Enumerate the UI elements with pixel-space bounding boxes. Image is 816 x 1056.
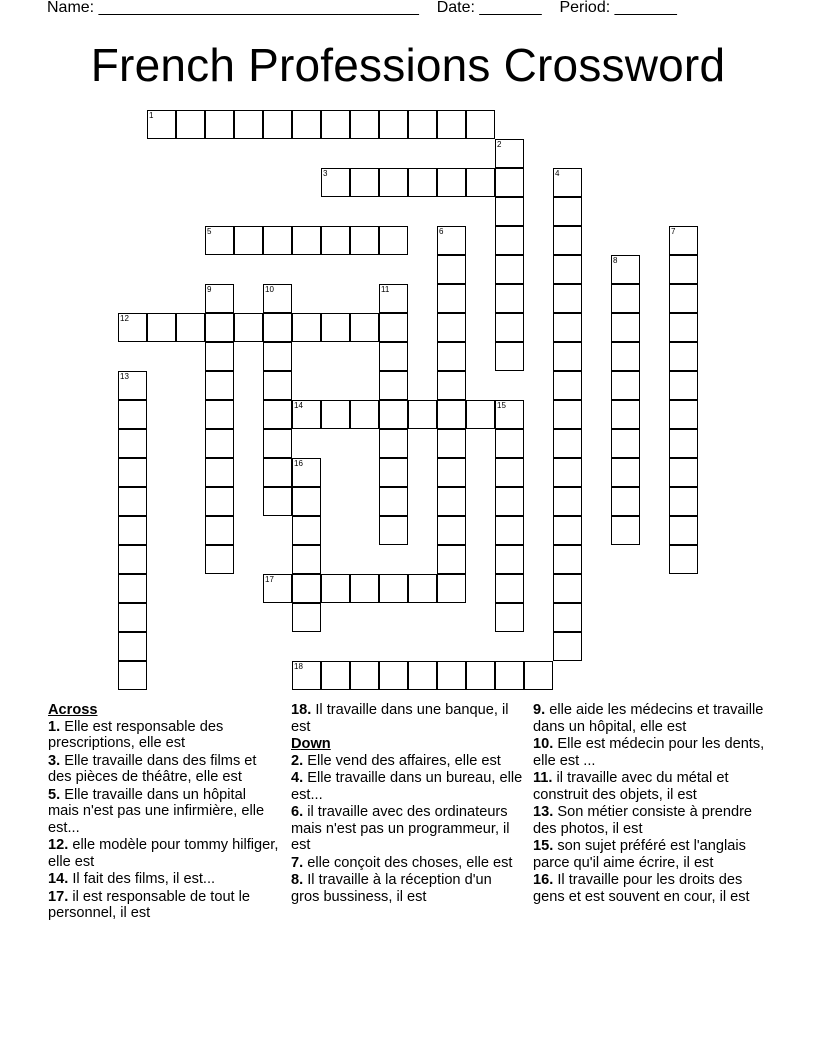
grid-cell[interactable] — [466, 110, 495, 139]
name-field-label: Name: ____________________________________ — [47, 0, 419, 16]
clue-number-18: 18 — [294, 662, 303, 671]
grid-cell[interactable] — [292, 603, 321, 632]
grid-cell[interactable] — [553, 313, 582, 342]
grid-cell[interactable] — [553, 516, 582, 545]
clues-column-3 — [533, 702, 765, 906]
grid-cell[interactable] — [205, 342, 234, 371]
grid-cell[interactable] — [379, 516, 408, 545]
grid-cell[interactable] — [553, 197, 582, 226]
grid-cell[interactable] — [611, 429, 640, 458]
grid-cell[interactable] — [669, 545, 698, 574]
clue-number-14: 14 — [294, 401, 303, 410]
grid-cell[interactable] — [669, 255, 698, 284]
date-field-label: Date: _______ — [436, 0, 542, 16]
clue-down-11: 11. il travaille avec du métal et construit des objets, il est — [533, 770, 729, 803]
grid-cell[interactable] — [263, 110, 292, 139]
clue-number-6: 6 — [439, 227, 444, 236]
grid-cell[interactable] — [553, 284, 582, 313]
grid-cell[interactable] — [321, 226, 350, 255]
grid-cell[interactable] — [408, 661, 437, 690]
grid-cell[interactable] — [321, 574, 350, 603]
grid-cell[interactable] — [495, 487, 524, 516]
grid-cell[interactable] — [437, 110, 466, 139]
clue-number-2: 2 — [497, 140, 502, 149]
grid-cell[interactable] — [292, 487, 321, 516]
grid-cell[interactable] — [611, 516, 640, 545]
grid-cell[interactable] — [611, 313, 640, 342]
grid-cell[interactable] — [118, 458, 147, 487]
grid-cell[interactable] — [553, 342, 582, 371]
grid-cell[interactable] — [379, 342, 408, 371]
clue-number-4: 4 — [555, 169, 560, 178]
clue-number-1: 1 — [149, 111, 154, 120]
grid-cell[interactable] — [350, 110, 379, 139]
grid-cell[interactable] — [118, 632, 147, 661]
clue-down-10: 10. Elle est médecin pour les dents, elle est ... — [533, 736, 765, 769]
grid-cell[interactable] — [669, 371, 698, 400]
grid-cell[interactable] — [553, 574, 582, 603]
grid-cell[interactable] — [379, 400, 408, 429]
grid-cell[interactable] — [118, 516, 147, 545]
grid-cell[interactable] — [350, 313, 379, 342]
grid-cell[interactable] — [553, 371, 582, 400]
clue-down-4: 4. Elle travaille dans un bureau, elle est... — [291, 770, 523, 803]
grid-cell[interactable] — [611, 458, 640, 487]
grid-cell[interactable] — [495, 545, 524, 574]
grid-cell[interactable] — [611, 371, 640, 400]
grid-cell[interactable] — [669, 342, 698, 371]
grid-cell[interactable] — [437, 168, 466, 197]
grid-cell[interactable] — [118, 545, 147, 574]
grid-cell[interactable] — [437, 545, 466, 574]
grid-cell[interactable] — [669, 487, 698, 516]
clue-number-10: 10 — [265, 285, 274, 294]
grid-cell[interactable] — [205, 400, 234, 429]
clue-across-17: 17. il est responsable de tout le personnel, il est — [48, 888, 251, 921]
across-heading: Across — [48, 702, 98, 718]
clue-number-3: 3 — [323, 169, 328, 178]
grid-cell[interactable] — [379, 226, 408, 255]
clue-down-2: 2. Elle vend des affaires, elle est — [291, 752, 501, 769]
grid-cell[interactable] — [669, 313, 698, 342]
grid-cell[interactable] — [321, 110, 350, 139]
grid-cell[interactable] — [205, 458, 234, 487]
grid-cell[interactable] — [611, 487, 640, 516]
clue-number-15: 15 — [497, 401, 506, 410]
grid-cell[interactable] — [205, 516, 234, 545]
grid-cell[interactable] — [379, 487, 408, 516]
clue-number-11: 11 — [381, 285, 390, 294]
grid-cell[interactable] — [379, 661, 408, 690]
clue-across-12: 12. elle modèle pour tommy hilfiger, elle est — [48, 837, 279, 870]
grid-cell[interactable] — [176, 110, 205, 139]
grid-cell[interactable] — [263, 371, 292, 400]
clues-column-2 — [291, 702, 523, 906]
grid-cell[interactable] — [408, 110, 437, 139]
grid-cell[interactable] — [495, 284, 524, 313]
clue-number-16: 16 — [294, 459, 303, 468]
grid-cell[interactable] — [205, 371, 234, 400]
clue-across-3: 3. Elle travaille dans des films et des pièces de théâtre, elle est — [48, 752, 257, 785]
grid-cell[interactable] — [611, 400, 640, 429]
grid-cell[interactable] — [263, 313, 292, 342]
grid-cell[interactable] — [263, 342, 292, 371]
grid-cell[interactable] — [408, 168, 437, 197]
grid-cell[interactable] — [379, 313, 408, 342]
clue-down-9: 9. elle aide les médecins et travaille dans un hôpital, elle est — [533, 702, 764, 735]
puzzle-title: French Professions Crossword — [90, 39, 726, 91]
grid-cell[interactable] — [437, 661, 466, 690]
grid-cell[interactable] — [437, 284, 466, 313]
clue-down-13: 13. Son métier consiste à prendre des photos, il est — [533, 804, 753, 837]
grid-cell[interactable] — [495, 661, 524, 690]
period-field-label: Period: _______ — [559, 0, 677, 16]
grid-cell[interactable] — [118, 400, 147, 429]
grid-cell[interactable] — [408, 400, 437, 429]
grid-cell[interactable] — [321, 661, 350, 690]
grid-cell[interactable] — [205, 429, 234, 458]
grid-cell[interactable] — [495, 603, 524, 632]
clue-down-16: 16. Il travaille pour les droits des gens et est souvent en cour, il est — [533, 872, 750, 905]
grid-cell[interactable] — [379, 458, 408, 487]
grid-cell[interactable] — [669, 516, 698, 545]
grid-cell[interactable] — [205, 545, 234, 574]
grid-cell[interactable] — [553, 400, 582, 429]
grid-cell[interactable] — [263, 487, 292, 516]
clues-column-1 — [48, 702, 280, 923]
grid-cell[interactable] — [553, 632, 582, 661]
grid-cell[interactable] — [437, 313, 466, 342]
grid-cell[interactable] — [350, 400, 379, 429]
grid-cell[interactable] — [118, 429, 147, 458]
grid-cell[interactable] — [292, 545, 321, 574]
clue-across-5: 5. Elle travaille dans un hôpital mais n'est pas une infirmière, elle est... — [48, 786, 265, 836]
grid-cell[interactable] — [437, 429, 466, 458]
grid-cell[interactable] — [495, 168, 524, 197]
clue-down-7: 7. elle conçoit des choses, elle est — [291, 854, 513, 871]
clue-across-14: 14. Il fait des films, il est... — [48, 871, 216, 887]
grid-cell[interactable] — [379, 429, 408, 458]
grid-cell[interactable] — [437, 516, 466, 545]
grid-cell[interactable] — [553, 255, 582, 284]
clue-number-13: 13 — [120, 372, 129, 381]
clue-number-7: 7 — [671, 227, 676, 236]
grid-cell[interactable] — [234, 313, 263, 342]
grid-cell[interactable] — [118, 487, 147, 516]
grid-cell[interactable] — [379, 574, 408, 603]
grid-cell[interactable] — [495, 458, 524, 487]
grid-cell[interactable] — [466, 168, 495, 197]
grid-cell[interactable] — [321, 313, 350, 342]
grid-cell[interactable] — [350, 661, 379, 690]
grid-cell[interactable] — [495, 429, 524, 458]
grid-cell[interactable] — [553, 429, 582, 458]
grid-cell[interactable] — [553, 545, 582, 574]
down-heading: Down — [291, 736, 331, 752]
grid-cell[interactable] — [292, 313, 321, 342]
grid-cell[interactable] — [263, 226, 292, 255]
grid-cell[interactable] — [553, 487, 582, 516]
clue-down-6: 6. il travaille avec des ordinateurs mais n'est pas un programmeur, il est — [291, 804, 510, 853]
grid-cell[interactable] — [350, 226, 379, 255]
grid-cell[interactable] — [263, 400, 292, 429]
grid-cell[interactable] — [234, 226, 263, 255]
grid-cell[interactable] — [118, 574, 147, 603]
grid-cell[interactable] — [669, 458, 698, 487]
grid-cell[interactable] — [292, 110, 321, 139]
clue-down-15: 15. son sujet préféré est l'anglais parce qu'il aime écrire, il est — [533, 838, 746, 871]
grid-cell[interactable] — [292, 574, 321, 603]
grid-cell[interactable] — [263, 458, 292, 487]
grid-cell[interactable] — [379, 110, 408, 139]
grid-cell[interactable] — [408, 574, 437, 603]
grid-cell[interactable] — [292, 516, 321, 545]
grid-cell[interactable] — [495, 197, 524, 226]
grid-cell[interactable] — [118, 661, 147, 690]
grid-cell[interactable] — [205, 487, 234, 516]
grid-cell[interactable] — [437, 574, 466, 603]
grid-cell[interactable] — [524, 661, 553, 690]
grid-cell[interactable] — [669, 400, 698, 429]
clue-number-8: 8 — [613, 256, 618, 265]
grid-cell[interactable] — [437, 342, 466, 371]
grid-cell[interactable] — [495, 313, 524, 342]
grid-cell[interactable] — [553, 226, 582, 255]
header-fields — [47, 0, 677, 17]
clue-across-18: 18. Il travaille dans une banque, il est — [291, 702, 509, 735]
grid-cell[interactable] — [495, 255, 524, 284]
grid-cell[interactable] — [466, 400, 495, 429]
grid-cell[interactable] — [379, 168, 408, 197]
grid-cell[interactable] — [495, 516, 524, 545]
grid-cell[interactable] — [263, 429, 292, 458]
grid-cell[interactable] — [350, 168, 379, 197]
grid-cell[interactable] — [292, 226, 321, 255]
clue-down-8: 8. Il travaille à la réception d'un gros bussiness, il est — [291, 872, 492, 905]
grid-cell[interactable] — [495, 226, 524, 255]
grid-cell[interactable] — [205, 313, 234, 342]
grid-cell[interactable] — [350, 574, 379, 603]
clue-number-12: 12 — [120, 314, 129, 323]
grid-cell[interactable] — [118, 603, 147, 632]
grid-cell[interactable] — [611, 284, 640, 313]
grid-cell[interactable] — [437, 371, 466, 400]
clue-number-9: 9 — [207, 285, 212, 294]
clue-number-17: 17 — [265, 575, 274, 584]
grid-cell[interactable] — [669, 284, 698, 313]
clue-number-5: 5 — [207, 227, 212, 236]
grid-cell[interactable] — [437, 487, 466, 516]
grid-cell[interactable] — [611, 342, 640, 371]
grid-cell[interactable] — [234, 110, 263, 139]
grid-cell[interactable] — [147, 313, 176, 342]
grid-cell[interactable] — [437, 255, 466, 284]
grid-cell[interactable] — [437, 400, 466, 429]
grid-cell[interactable] — [553, 603, 582, 632]
grid-cell[interactable] — [437, 458, 466, 487]
grid-cell[interactable] — [495, 342, 524, 371]
clue-across-1: 1. Elle est responsable des prescriptions, elle est — [48, 718, 224, 751]
grid-cell[interactable] — [321, 400, 350, 429]
grid-cell[interactable] — [176, 313, 205, 342]
grid-cell[interactable] — [669, 429, 698, 458]
grid-cell[interactable] — [466, 661, 495, 690]
grid-cell[interactable] — [553, 458, 582, 487]
grid-cell[interactable] — [205, 110, 234, 139]
grid-cell[interactable] — [495, 574, 524, 603]
grid-cell[interactable] — [379, 371, 408, 400]
